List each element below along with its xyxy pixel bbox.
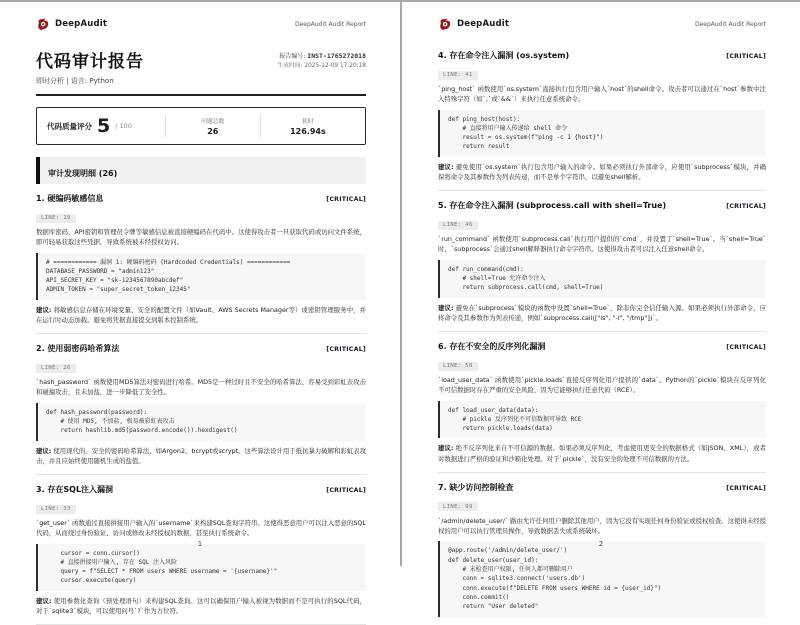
finding-description: `ping_host` 函数使用`os.system`直接执行包含用户输入`host`的shell命令。攻击者可以通过在`host`参数中注入特殊字符（如`;`或`&&`）来执行任意系统命令。 bbox=[438, 85, 766, 104]
finding-title: 2. 使用弱密码哈希算法 bbox=[36, 344, 120, 354]
score-main bbox=[47, 114, 165, 137]
finding-description: `/admin/delete_user/` 路由允许任何用户删除其他用户，因为它没有实现任何身份验证或授权检查。这使得未经授权的用户可以执行管理员操作，导致数据丢失或系统破坏。 bbox=[438, 516, 766, 536]
finding-title: 4. 存在命令注入漏洞 (os.system) bbox=[438, 51, 570, 60]
line-badge: LINE: 46 bbox=[438, 221, 478, 230]
report-title: 代码审计报告 bbox=[36, 52, 144, 72]
time-label: 耗时 bbox=[302, 119, 314, 125]
finding-title: 1. 硬编码敏感信息 bbox=[36, 194, 104, 203]
suggestion-text: 使用参数化查询（预处理语句）来构建SQL查询。这可以确保用户输入被视为数据而不是可执行的SQL代码，对于`sqlite3`模块，可以使用问号`?`作为占位符。 bbox=[36, 596, 366, 616]
finding-divider bbox=[438, 331, 766, 332]
suggestion-text: 避免使用`os.system`执行包含用户输入的命令。如果必须执行外部命令，应使用`subprocess`模块，并确保将命令及其参数作为列表传递，而不是单个字符串，以避免shell解析。 bbox=[438, 162, 766, 181]
section-header bbox=[36, 157, 366, 184]
page-header bbox=[438, 14, 766, 34]
suggestion-label: 建议: bbox=[438, 303, 454, 312]
brand-name: DeepAudit bbox=[457, 19, 510, 29]
header-right-text: DeepAudit Audit Report bbox=[295, 20, 366, 28]
line-badge: LINE: 99 bbox=[438, 502, 478, 511]
time-stat bbox=[261, 116, 355, 136]
issues-label: 问题总数 bbox=[201, 119, 225, 125]
title-divider bbox=[36, 94, 366, 96]
severity-badge: [CRITICAL] bbox=[726, 203, 766, 211]
finding-4 bbox=[438, 50, 766, 191]
score-label: 代码质量评分 bbox=[47, 121, 92, 131]
suggestion-label: 建议: bbox=[36, 305, 52, 314]
finding-suggestion bbox=[36, 305, 366, 326]
line-badge: LINE: 19 bbox=[36, 214, 76, 223]
code-block: # ============ 漏洞 1: 硬编码密码 (Hardcoded Credentials) ============ DATABASE_PASSWORD = "admin123" API_SECRET_KEY = "sk-1234567890abcdef" ADMIN_TOKEN = "super_secret_token_12345" bbox=[36, 253, 366, 300]
finding-description: `run_command` 函数使用`subprocess.call`执行用户提供的`cmd`，并设置了`shell=True`。当`shell=True`时，`subprocess`会通过shell解释器执行命令字符串。这使得攻击者可以注入任意shell命令。 bbox=[438, 235, 766, 254]
severity-badge: [CRITICAL] bbox=[726, 53, 766, 60]
score-box bbox=[36, 107, 366, 145]
report-number-label: 报告编号: bbox=[279, 53, 306, 60]
report-meta bbox=[277, 51, 366, 72]
title-block bbox=[36, 47, 366, 86]
suggestion-text: 使用现代的、安全的密码哈希算法，如Argon2、bcrypt或scrypt。这些算法设计用于抵抗暴力破解和彩虹表攻击，并且应始终使用随机生成的盐值。 bbox=[36, 446, 366, 465]
brand-name: DeepAudit bbox=[55, 19, 108, 29]
generated-label: 生成时间: bbox=[277, 63, 303, 70]
code-block: def run_command(cmd): # shell=True 允许命令注入 return subprocess.call(cmd, shell=True) bbox=[438, 260, 766, 298]
finding-divider bbox=[36, 333, 366, 334]
section-title: 审计发现明细 (26) bbox=[48, 169, 118, 178]
code-block: def load_user_data(data): # pickle 反序列化不可信数据可导致 RCE return pickle.loads(data) bbox=[438, 401, 766, 439]
finding-divider bbox=[438, 472, 766, 473]
time-value: 126.94s bbox=[290, 127, 326, 136]
severity-badge: [CRITICAL] bbox=[726, 344, 766, 352]
finding-title: 7. 缺少访问控制检查 bbox=[438, 482, 514, 492]
finding-suggestion bbox=[36, 596, 366, 617]
code-block: def ping_host(host): # 直接将用户输入传递给 shell 命令 result = os.system(f"ping -c 1 {host}") return result bbox=[438, 110, 766, 157]
finding-divider bbox=[36, 474, 366, 475]
suggestion-text: 绝不反序列化来自不可信源的数据。如果必须反序列化，考虑使用更安全的数据格式（如JSON、XML），或者对数据进行严格的验证和沙箱化处理。对于`pickle`，没有安全的处理不可信数据的方法。 bbox=[438, 444, 766, 463]
finding-divider bbox=[438, 190, 766, 191]
generated-line bbox=[277, 62, 366, 72]
suggestion-label: 建议: bbox=[36, 596, 52, 605]
report-number: INST-1765272018 bbox=[307, 52, 366, 60]
header-right-text: DeepAudit Audit Report bbox=[695, 20, 766, 28]
line-badge: LINE: 26 bbox=[36, 364, 76, 373]
suggestion-label: 建议: bbox=[438, 162, 454, 171]
finding-2 bbox=[36, 343, 366, 475]
code-block: cursor = conn.cursor() # 直接拼接用户输入, 存在 SQL 注入风险 query = f"SELECT * FROM users WHERE username = '{username}'" cursor.execute(query) bbox=[36, 544, 366, 591]
page-number: 1 bbox=[197, 540, 203, 548]
finding-suggestion bbox=[36, 446, 366, 467]
issues-stat bbox=[166, 116, 260, 136]
severity-badge: [CRITICAL] bbox=[726, 484, 766, 492]
suggestion-text: 将敏感信息存储在环境变量、安全的配置文件（如Vault、AWS Secrets Manager等）或密钥管理服务中，并在运行时动态加载。避免将凭据直接提交到版本控制系统。 bbox=[36, 305, 366, 324]
finding-description: 数据库密码、API密钥和管理员令牌等敏感信息被直接硬编码在代码中。这使得攻击者一旦获取代码或访问文件系统，即可轻易获取这些凭据，导致系统被未经授权访问。 bbox=[36, 228, 366, 247]
severity-badge: [CRITICAL] bbox=[326, 346, 366, 354]
finding-title: 6. 存在不安全的反序列化漏洞 bbox=[438, 342, 546, 352]
code-block: @app.route('/admin/delete_user/') def delete_user(user_id): # 未检查用户权限, 任何人都可删除用户 conn = sqlite3.connect('users.db') conn.execute(f"DELETE FROM users WHERE id = {user_id}") conn.commit() return "User deleted" bbox=[438, 541, 766, 616]
report-number-line bbox=[277, 51, 366, 62]
finding-title: 3. 存在SQL注入漏洞 bbox=[36, 485, 114, 495]
severity-badge: [CRITICAL] bbox=[326, 196, 366, 203]
finding-description: `get_user` 函数通过直接拼接用户输入的`username`来构建SQL查询字符串。这使得恶意用户可以注入恶意的SQL代码，从而绕过身份验证、访问或修改未经授权的数据，甚至执行系统命令。 bbox=[36, 519, 366, 538]
finding-description: `hash_password` 函数使用MD5算法对密码进行哈希。MD5是一种过时且不安全的哈希算法，容易受到彩虹表攻击和碰撞攻击，且未加盐，进一步降低了安全性。 bbox=[36, 378, 366, 397]
page-1 bbox=[0, 2, 400, 616]
finding-7 bbox=[438, 482, 766, 617]
suggestion-label: 建议: bbox=[36, 446, 52, 455]
suggestion-text: 避免在`subprocess`模块的函数中设置`shell=True`，除非你完全信任输入源。如果必须执行外部命令，应将命令及其参数作为列表传递，例如`subprocess.call(["ls", "-l", "/tmp"])`。 bbox=[438, 303, 766, 322]
finding-3 bbox=[36, 484, 366, 625]
finding-title: 5. 存在命令注入漏洞 (subprocess.call with shell=True) bbox=[438, 201, 667, 211]
finding-suggestion bbox=[438, 162, 766, 183]
severity-badge: [CRITICAL] bbox=[326, 487, 366, 495]
score-value: 5 bbox=[97, 114, 111, 137]
finding-suggestion bbox=[438, 443, 766, 464]
finding-suggestion bbox=[438, 303, 766, 324]
page-header bbox=[36, 14, 366, 34]
line-badge: LINE: 33 bbox=[36, 505, 76, 514]
brand bbox=[438, 17, 509, 32]
line-badge: LINE: 58 bbox=[438, 362, 478, 371]
deepaudit-logo-icon bbox=[36, 17, 51, 32]
brand bbox=[36, 17, 107, 32]
deepaudit-logo-icon bbox=[438, 17, 453, 32]
suggestion-label: 建议: bbox=[438, 444, 454, 453]
issues-value: 26 bbox=[207, 127, 219, 136]
finding-5 bbox=[438, 200, 766, 332]
line-badge: LINE: 41 bbox=[438, 71, 478, 80]
generated-time: 2025-12-09 17:20:18 bbox=[304, 63, 366, 70]
finding-1 bbox=[36, 193, 366, 334]
page-2 bbox=[400, 2, 800, 611]
report-subtitle: 即时分析 | 语言: Python bbox=[36, 77, 114, 85]
finding-description: `load_user_data` 函数使用`pickle.loads`直接反序列化用户提供的`data`。Python的`pickle`模块在反序列化不可信数据时存在严重的安全风险，因为它能够执行任意代码（RCE）。 bbox=[438, 376, 766, 395]
score-total: / 100 bbox=[115, 122, 132, 130]
page-number: 2 bbox=[598, 540, 604, 548]
finding-6 bbox=[438, 341, 766, 473]
code-block: def hash_password(password): # 使用 MD5, 不加盐, 极易被彩虹表攻击 return hashlib.md5(password.encode()).hexdigest() bbox=[36, 403, 366, 441]
